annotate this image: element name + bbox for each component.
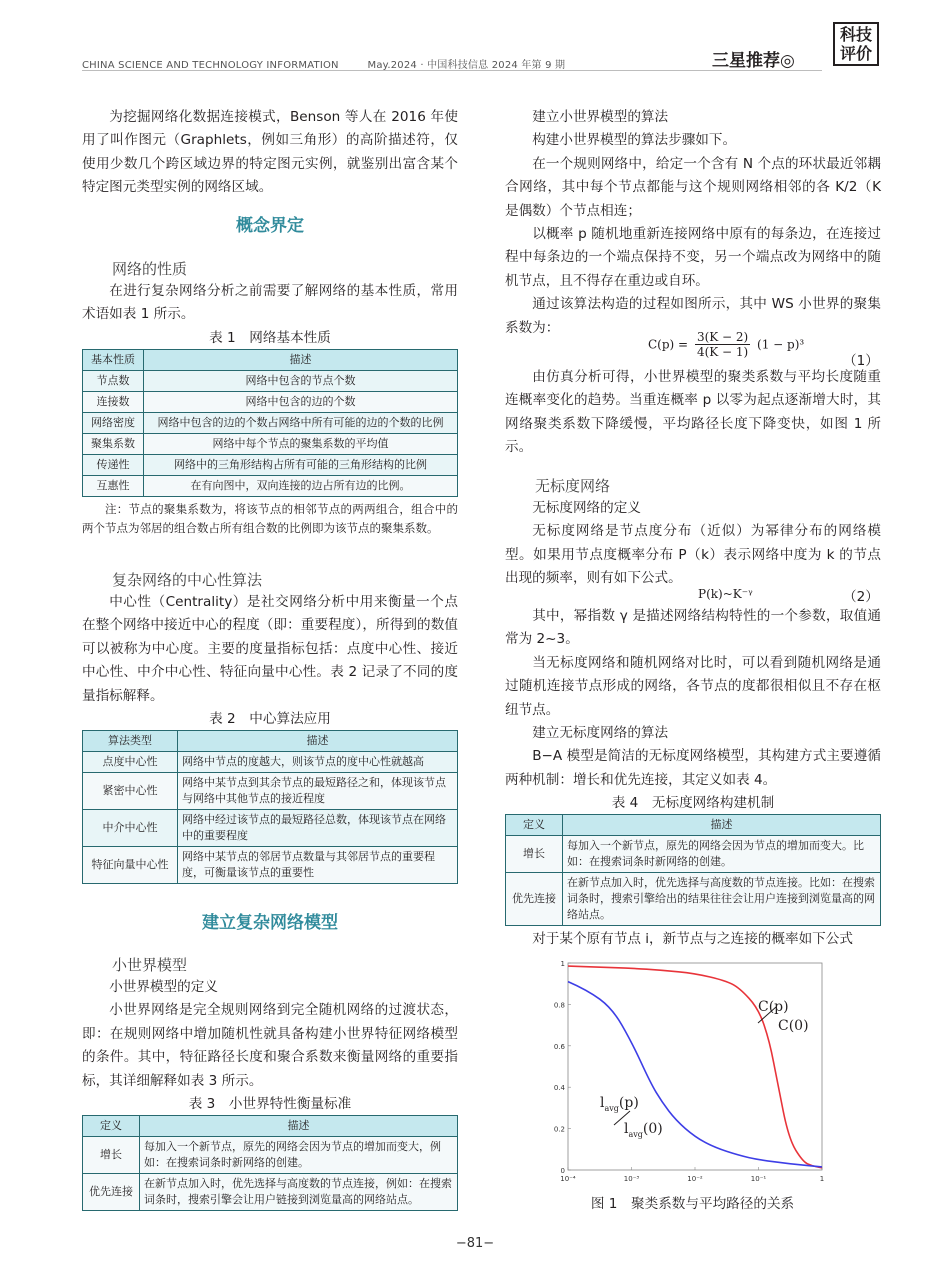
table-cell: 中介中心性 [83,810,178,847]
badge-line-2: 评价 [839,44,872,63]
formula1-lhs: C(p) = [648,337,689,352]
table-cell: 网络中节点的度越大，则该节点的度中心性就越高 [178,752,458,773]
badge-line-1: 科技 [839,25,872,44]
plot-frame [568,963,822,1170]
table2-header: 算法类型 [83,731,178,752]
table3-header: 描述 [140,1116,458,1137]
table-row [83,1174,458,1211]
formula-1 [648,330,804,359]
table-cell: 网络中的三角形结构占所有可能的三角形结构的比例 [144,454,458,475]
table-cell: 网络中每个节点的聚集系数的平均值 [144,433,458,454]
table-cell: 特征向量中心性 [83,847,178,884]
subsection-title-properties: 网络的性质 [112,260,188,278]
column-title: 三星推荐◎ [712,51,795,71]
y-tick-label: 1 [560,960,565,968]
subsection-small-world [82,954,458,1211]
table-cell: 优先连接 [506,873,563,926]
scale-free-definition: 无标度网络是节点度分布（近似）为幂律分布的网络模型。如果用节点度概率分布 P（k）表示网络中度为 k 的节点出现的频率，则有如下公式。 [505,523,881,587]
table4-caption: 表 4 无标度网络构建机制 [611,795,775,812]
table3-header: 定义 [83,1116,140,1137]
table-row [83,847,458,884]
y-tick-label: 0 [560,1167,565,1175]
properties-paragraph: 在进行复杂网络分析之前需要了解网络的基本性质，常用术语如表 1 所示。 [82,283,458,323]
subsection-title-small-world: 小世界模型 [112,956,188,974]
algo-step-2: 以概率 p 随机地重新连接网络中原有的每条边，在连接过程中每条边的一个端点保持不变，另一个端点改为网络中的随机节点，且不得存在重边或自环。 [505,226,881,289]
table-cell: 传递性 [83,454,144,475]
ws-paragraph: 通过该算法构造的过程如图所示，其中 WS 小世界的聚集系数为： [505,296,881,336]
figure-1-caption: 图 1 聚类系数与平均路径的关系 [590,1196,795,1212]
table-cell: 在有向图中，双向连接的边占所有边的比例。 [144,475,458,496]
header-divider [82,70,822,71]
right-column-sim [505,366,881,460]
table-cell: 网络密度 [83,412,144,433]
right-column-top [505,106,881,340]
right-column-mid [505,605,881,952]
scale-free-algo-title: 建立无标度网络的算法 [532,725,669,742]
journal-name-en: CHINA SCIENCE AND TECHNOLOGY INFORMATION [82,60,339,71]
y-tick-label: 0.8 [553,1001,565,1010]
equation-number-2: （2） [843,589,879,605]
section-badge [833,22,879,66]
annotation-c-denominator: C(0) [778,1018,809,1034]
probability-paragraph: 对于某个原有节点 i，新节点与之连接的概率如下公式 [532,931,853,948]
table-row [83,475,458,496]
table-cell: 网络中经过该节点的最短路径总数，体现该节点在网络中的重要程度 [178,810,458,847]
formula1-numerator: 3(K − 2) [696,330,749,344]
section-title-concepts: 概念界定 [236,216,304,236]
table-cell: 在新节点加入时，优先选择与高度数的节点连接。比如：在搜索词条时，搜索引擎给出的结果往往会让用户连接到浏览量高的网络站点。 [563,873,881,926]
subsection-scale-free [505,475,881,591]
table-cell: 网络中某节点的邻居节点数量与其邻居节点的重要程度，可衡量该节点的重要性 [178,847,458,884]
table-row [83,391,458,412]
table-cell: 网络中包含的边的个数 [144,391,458,412]
table1-note: 注：节点的聚集系数为，将该节点的相邻节点的两两组合，组合中的两个节点为邻居的组合数占所有组合数的比例即为该节点的聚集系数。 [82,501,458,535]
table-row [83,810,458,847]
page-number: −81− [455,1236,495,1251]
simulation-paragraph: 由仿真分析可得，小世界模型的聚类系数与平均长度随重连概率变化的趋势。当重连概率 p 以零为起点逐渐增大时，其网络聚类系数下降缓慢，平均路径长度下降变快，如图 1 所示。 [505,369,881,456]
table2-caption: 表 2 中心算法应用 [209,711,331,728]
small-world-paragraph: 小世界网络是完全规则网络到完全随机网络的过渡状态，即：在规则网络中增加随机性就具备构建小世界特征网络模型的条件。其中，特征路径长度和聚合系数来衡量网络的重要指标，其详细解释如表 3 所示。 [82,1002,458,1089]
table-row [83,412,458,433]
table-cell: 网络中包含的节点个数 [144,370,458,391]
subsection-network-properties [82,258,458,538]
x-tick-label: 10⁻¹ [750,1175,767,1183]
table4 [505,814,881,926]
table-row [83,433,458,454]
table4-header: 描述 [563,815,881,836]
table1-header: 描述 [144,349,458,370]
x-tick-label: 10⁻² [687,1175,703,1183]
table1 [82,349,458,497]
table-cell: 每加入一个新节点，原先的网络会因为节点的增加而变大，例如：在搜索词条时新网络的创建。 [140,1137,458,1174]
centrality-paragraph: 中心性（Centrality）是社交网络分析中用来衡量一个点在整个网络中接近中心的程度（即：重要程度），所得到的数值可以被称为中心度。主要的度量指标包括：点度中心性、接近中心性、中介中心性、特征向量中心性。表 2 记录了不同的度量指标解释。 [82,594,458,704]
figure-1-chart [550,955,835,1190]
y-tick-label: 0.2 [553,1125,565,1134]
table1-caption: 表 1 网络基本性质 [209,329,331,346]
table-row [83,773,458,810]
annotation-c-numerator: C(p) [758,999,789,1015]
formula1-tail: (1 − p)³ [757,337,805,352]
table-cell: 优先连接 [83,1174,140,1211]
algo-step-1: 在一个规则网络中，给定一个含有 N 个点的环状最近邻耦合网络，其中每个节点都能与这个规则网络相邻的各 K/2（K 是偶数）个节点相连； [505,155,881,219]
x-tick-label: 10⁻³ [623,1175,640,1183]
l-symbol: l [600,1095,605,1111]
compare-paragraph: 当无标度网络和随机网络对比时，可以看到随机网络是通过随机连接节点形成的网络，各节点的度都很相似且不存在枢纽节点。 [505,654,881,718]
l0-argument: (0) [642,1121,663,1137]
journal-issue: May.2024 · 中国科技信息 2024 年第 9 期 [367,60,566,71]
table-cell: 节点数 [83,370,144,391]
x-tick-label: 1 [819,1175,825,1183]
table4-header: 定义 [506,815,563,836]
table-cell: 互惠性 [83,475,144,496]
l0-symbol: l [624,1121,629,1137]
left-column [82,106,458,200]
l-subscript: avg [604,1104,619,1113]
table3 [82,1115,458,1211]
gamma-paragraph: 其中，幂指数 γ 是描述网络结构特性的一个参数，取值通常为 2~3。 [505,608,881,648]
table2 [82,730,458,884]
table-row [83,1137,458,1174]
table1-header: 基本性质 [83,349,144,370]
journal-header [82,56,565,71]
formula1-denominator: 4(K − 1) [696,345,749,359]
table-cell: 网络中包含的边的个数占网络中所有可能的边的个数的比例 [144,412,458,433]
ba-paragraph: B−A 模型是简洁的无标度网络模型，其构建方式主要遵循两种机制：增长和优先连接，其定义如表 4。 [505,748,881,788]
section-build-models [82,911,458,935]
section-concepts [82,214,458,238]
table-row [506,836,881,873]
intro-paragraph: 为挖掘网络化数据连接模式，Benson 等人在 2016 年使用了叫作图元（Graphlets，例如三角形）的高阶描述符，仅使用少数几个跨区域边界的特定图元实例，就鉴别出富含某个特定图元类型实例的网络区域。 [82,109,458,196]
table-cell: 网络中某节点到其余节点的最短路径之和，体现该节点与网络中其他节点的接近程度 [178,773,458,810]
y-tick-label: 0.6 [553,1042,565,1051]
table-row [83,370,458,391]
table-cell: 紧密中心性 [83,773,178,810]
subsection-title-scale-free: 无标度网络 [535,477,611,495]
l-argument: (p) [618,1095,639,1111]
table-cell: 在新节点加入时，优先选择与高度数的节点连接，例如：在搜索词条时，搜索引擎会让用户链接到浏览量高的网络站点。 [140,1174,458,1211]
algo-title: 建立小世界模型的算法 [532,109,669,125]
x-tick-label: 10⁻⁴ [560,1175,576,1183]
formula-2: P(k)~K⁻ᵞ [698,587,753,601]
table2-header: 描述 [178,731,458,752]
algo-steps-intro: 构建小世界模型的算法步骤如下。 [532,132,737,149]
equation-number-1: （1） [843,353,879,369]
l0-subscript: avg [628,1130,643,1139]
subsection-title-centrality: 复杂网络的中心性算法 [112,571,263,589]
table-row [506,873,881,926]
subsection-centrality [82,569,458,884]
y-tick-label: 0.4 [553,1084,565,1093]
table-cell: 连接数 [83,391,144,412]
table-cell: 增长 [506,836,563,873]
scale-free-definition-title: 无标度网络的定义 [532,500,641,516]
table-row [83,752,458,773]
small-world-definition-title: 小世界模型的定义 [109,979,218,995]
table-cell: 增长 [83,1137,140,1174]
table-cell: 聚集系数 [83,433,144,454]
table3-caption: 表 3 小世界特性衡量标准 [188,1096,352,1113]
table-cell: 点度中心性 [83,752,178,773]
table-row [83,454,458,475]
table-cell: 每加入一个新节点，原先的网络会因为节点的增加而变大。比如：在搜索词条时新网络的创建。 [563,836,881,873]
section-title-build-models: 建立复杂网络模型 [202,913,338,933]
